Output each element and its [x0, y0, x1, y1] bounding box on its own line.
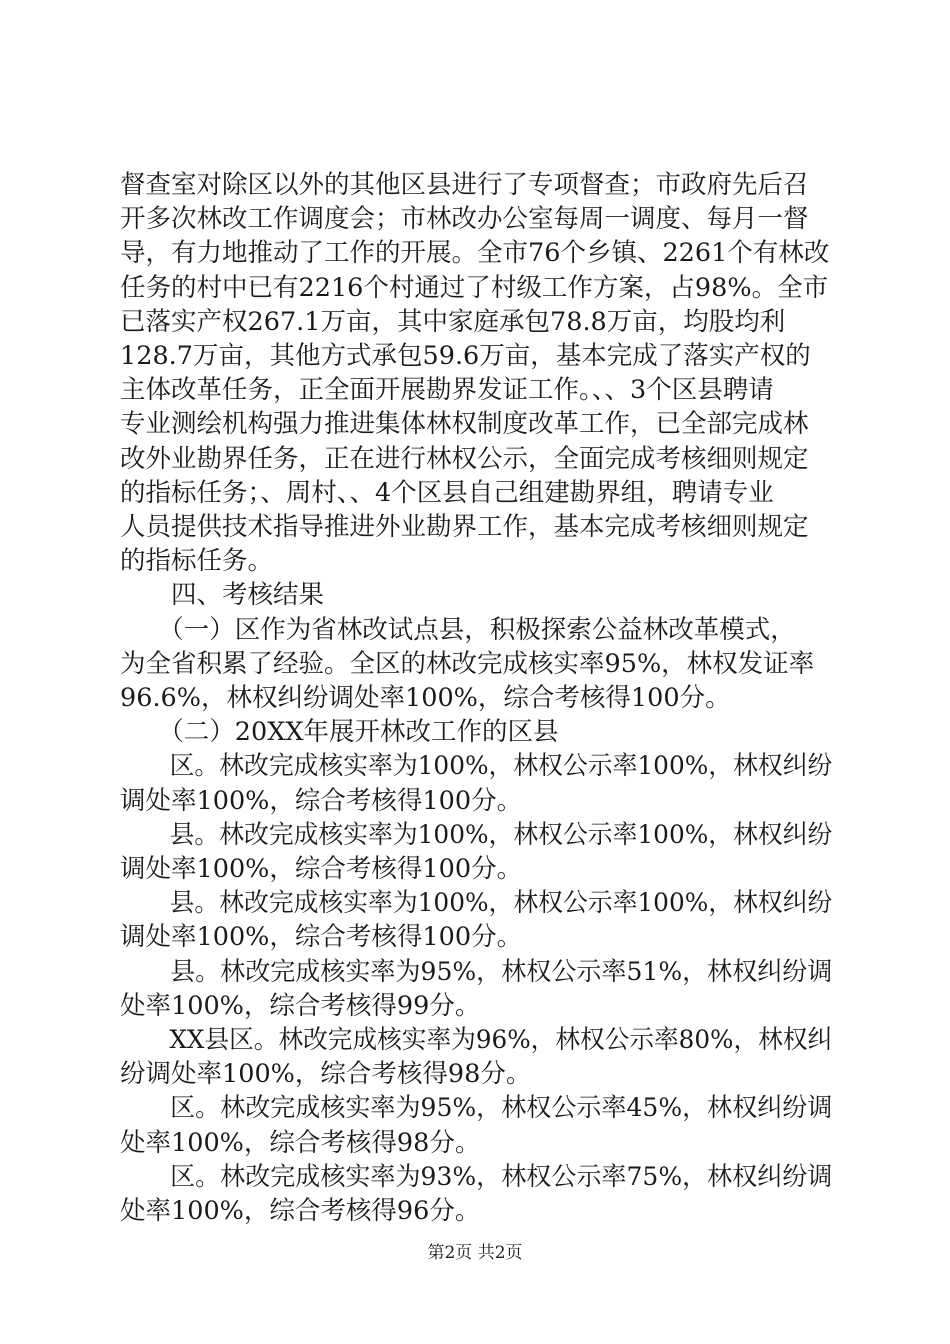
body-line: 县。林改完成核实率为95%，林权公示率51%，林权纠纷调 — [120, 956, 833, 987]
body-line: 纷调处率100%，综合考核得98分。 — [120, 1059, 532, 1090]
body-line: 128.7万亩，其他方式承包59.6万亩，基本完成了落实产权的 — [120, 341, 811, 371]
body-line: 任务的村中已有2216个村通过了村级工作方案，占98%。全市 — [120, 272, 829, 303]
body-line: （一）区作为省林改试点县，积极探索公益林改革模式， — [120, 614, 796, 645]
body-line: （二）20XX年展开林改工作的区县 — [120, 717, 559, 748]
body-line: 改外业勘界任务，正在进行林权公示，全面完成考核细则规定 — [120, 443, 809, 474]
body-line: 区。林改完成核实率为100%，林权公示率100%，林权纠纷 — [120, 751, 833, 782]
body-line: 96.6%，林权纠纷调处率100%，综合考核得100分。 — [120, 683, 731, 713]
body-line: 区。林改完成核实率为95%，林权公示率45%，林权纠纷调 — [120, 1093, 833, 1124]
page-footer: 第2页 共2页 — [427, 1243, 523, 1263]
body-line: 处率100%，综合考核得98分。 — [120, 1127, 481, 1158]
body-line: 县。林改完成核实率为100%，林权公示率100%，林权纠纷 — [120, 888, 833, 919]
body-line: 处率100%，综合考核得96分。 — [120, 1196, 481, 1226]
body-line: 已落实产权267.1万亩，其中家庭承包78.8万亩，均股均利 — [120, 306, 786, 337]
body-line: 区。林改完成核实率为93%，林权公示率75%，林权纠纷调 — [120, 1161, 833, 1192]
body-line: 开多次林改工作调度会；市林改办公室每周一调度、每月一督 — [120, 204, 809, 235]
body-line: 督查室对除区以外的其他区县进行了专项督查；市政府先后召 — [120, 170, 809, 200]
body-line: 人员提供技术指导推进外业勘界工作，基本完成考核细则规定 — [120, 512, 809, 542]
body-line: 调处率100%，综合考核得100分。 — [120, 922, 523, 953]
body-line: 县。林改完成核实率为100%，林权公示率100%，林权纠纷 — [120, 819, 833, 850]
body-line: 四、考核结果 — [120, 580, 325, 611]
body-line: 的指标任务。 — [120, 546, 274, 577]
body-line: 主体改革任务，正全面开展勘界发证工作。、、3个区县聘请 — [120, 375, 774, 406]
body-line: 调处率100%，综合考核得100分。 — [120, 854, 523, 884]
body-line: XX县区。林改完成核实率为96%，林权公示率80%，林权纠 — [120, 1025, 833, 1055]
body-line: 处率100%，综合考核得99分。 — [120, 990, 481, 1021]
body-line: 的指标任务；、周村、、4个区县自己组建勘界组，聘请专业 — [120, 477, 774, 508]
body-line: 导，有力地推动了工作的开展。全市76个乡镇、2261个有林改 — [120, 238, 830, 269]
body-line: 为全省积累了经验。全区的林改完成核实率95%，林权发证率 — [120, 648, 815, 679]
body-line: 专业测绘机构强力推进集体林权制度改革工作，已全部完成林 — [120, 409, 809, 440]
body-line: 调处率100%，综合考核得100分。 — [120, 785, 523, 816]
